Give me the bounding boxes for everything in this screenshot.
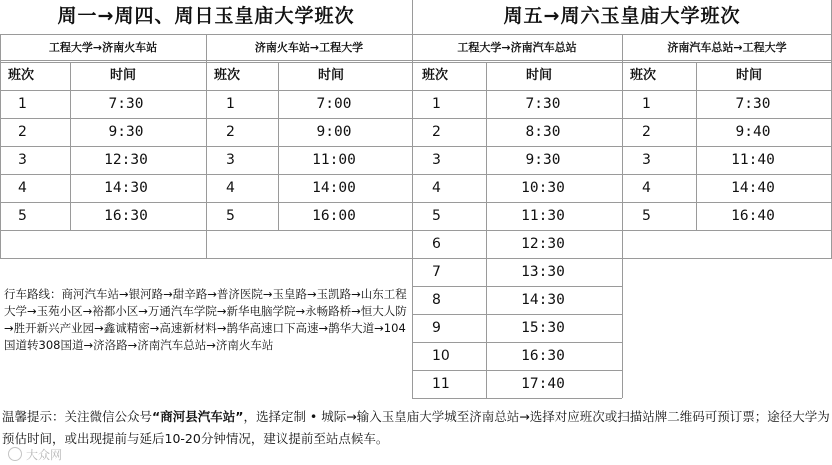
route-description xyxy=(4,286,408,354)
grid-line xyxy=(0,202,832,203)
route-label: 行车路线： xyxy=(4,287,62,301)
t4-header-trip: 班次 xyxy=(630,68,657,83)
t1-header-time: 时间 xyxy=(110,68,137,83)
t3-departure-time: 10:30 xyxy=(521,180,565,196)
grid-line xyxy=(412,258,622,259)
t3-departure-time: 7:30 xyxy=(525,96,561,112)
t2-trip-number: 2 xyxy=(226,124,235,140)
t2-departure-time: 14:00 xyxy=(312,180,356,196)
t2-trip-number: 5 xyxy=(226,208,235,224)
grid-line xyxy=(0,62,832,63)
t3-trip-number: 6 xyxy=(432,236,441,252)
t3-trip-number: 3 xyxy=(432,152,441,168)
t1-trip-number: 3 xyxy=(18,152,27,168)
t4-departure-time: 9:40 xyxy=(735,124,771,140)
notice-prefix: 温馨提示：关注微信公众号 xyxy=(2,409,153,424)
route-header-3: 工程大学→济南汽车总站 xyxy=(457,41,577,54)
grid-line xyxy=(0,118,832,119)
t3-departure-time: 11:30 xyxy=(521,208,565,224)
t4-trip-number: 2 xyxy=(642,124,651,140)
grid-line xyxy=(0,34,832,35)
t3-trip-number: 1 xyxy=(432,96,441,112)
t4-departure-time: 11:40 xyxy=(731,152,775,168)
t4-trip-number: 5 xyxy=(642,208,651,224)
grid-line xyxy=(0,60,832,61)
grid-line xyxy=(0,146,832,147)
grid-line xyxy=(278,62,279,230)
t3-trip-number: 11 xyxy=(432,376,450,392)
t3-departure-time: 17:40 xyxy=(521,376,565,392)
grid-line xyxy=(622,34,623,398)
t1-header-trip: 班次 xyxy=(8,68,35,83)
t1-departure-time: 12:30 xyxy=(104,152,148,168)
grid-line xyxy=(412,286,622,287)
t4-departure-time: 14:40 xyxy=(731,180,775,196)
grid-line xyxy=(206,34,207,258)
grid-line xyxy=(0,174,832,175)
t3-departure-time: 16:30 xyxy=(521,348,565,364)
t3-trip-number: 2 xyxy=(432,124,441,140)
route-stops: 商河汽车站→银河路→甜辛路→普济医院→玉皇路→玉凯路→山东工程大学→玉苑小区→裕都小区→万通汽车学院→新华电脑学院→永畅路桥→恒大人防→胜开新兴产业园→鑫诚精密→高速新材料→鹊华高速口下高速→鹊华大道→104国道转308国道→济洛路→济南汽车总站→济南火车站 xyxy=(4,287,407,352)
t4-trip-number: 4 xyxy=(642,180,651,196)
t2-header-trip: 班次 xyxy=(214,68,241,83)
t4-departure-time: 7:30 xyxy=(735,96,771,112)
grid-line xyxy=(412,370,622,371)
route-header-1: 工程大学→济南火车站 xyxy=(48,41,158,54)
t1-trip-number: 1 xyxy=(18,96,27,112)
t1-departure-time: 9:30 xyxy=(108,124,144,140)
t3-departure-time: 15:30 xyxy=(521,320,565,336)
t3-header-trip: 班次 xyxy=(422,68,449,83)
t3-trip-number: 8 xyxy=(432,292,441,308)
watermark xyxy=(8,446,62,463)
t1-trip-number: 2 xyxy=(18,124,27,140)
grid-line xyxy=(70,62,71,230)
t4-departure-time: 16:40 xyxy=(731,208,775,224)
t4-trip-number: 3 xyxy=(642,152,651,168)
t4-header-time: 时间 xyxy=(736,68,763,83)
t3-departure-time: 8:30 xyxy=(525,124,561,140)
grid-line xyxy=(412,398,622,399)
t1-departure-time: 16:30 xyxy=(104,208,148,224)
t3-trip-number: 4 xyxy=(432,180,441,196)
t3-trip-number: 7 xyxy=(432,264,441,280)
grid-line xyxy=(0,230,832,231)
t4-trip-number: 1 xyxy=(642,96,651,112)
watermark-logo-icon xyxy=(8,447,22,461)
notice-account: “商河县汽车站” xyxy=(152,409,244,424)
t2-trip-number: 3 xyxy=(226,152,235,168)
t2-trip-number: 1 xyxy=(226,96,235,112)
t2-departure-time: 9:00 xyxy=(316,124,352,140)
t1-departure-time: 14:30 xyxy=(104,180,148,196)
t2-departure-time: 11:00 xyxy=(312,152,356,168)
grid-line xyxy=(696,62,697,230)
t2-header-time: 时间 xyxy=(318,68,345,83)
notice-text xyxy=(2,406,830,450)
t3-departure-time: 13:30 xyxy=(521,264,565,280)
t1-trip-number: 5 xyxy=(18,208,27,224)
t3-header-time: 时间 xyxy=(526,68,553,83)
t2-departure-time: 7:00 xyxy=(316,96,352,112)
t3-trip-number: 5 xyxy=(432,208,441,224)
t3-trip-number: 10 xyxy=(432,348,450,364)
title-weekend: 周五→周六玉皇庙大学班次 xyxy=(503,5,741,27)
grid-line xyxy=(486,62,487,398)
t1-departure-time: 7:30 xyxy=(108,96,144,112)
t3-departure-time: 12:30 xyxy=(521,236,565,252)
t3-departure-time: 9:30 xyxy=(525,152,561,168)
t2-trip-number: 4 xyxy=(226,180,235,196)
grid-line xyxy=(412,314,622,315)
grid-line xyxy=(412,0,413,398)
grid-line xyxy=(0,34,1,258)
grid-line xyxy=(412,342,622,343)
grid-line xyxy=(0,90,832,91)
watermark-text: 大众网 xyxy=(26,448,63,462)
t1-trip-number: 4 xyxy=(18,180,27,196)
route-header-4: 济南汽车总站→工程大学 xyxy=(667,41,787,54)
grid-line xyxy=(622,258,832,259)
t2-departure-time: 16:00 xyxy=(312,208,356,224)
title-weekday: 周一→周四、周日玉皇庙大学班次 xyxy=(57,5,355,27)
route-header-2: 济南火车站→工程大学 xyxy=(254,41,364,54)
grid-line xyxy=(0,258,412,259)
notice-suffix: ，选择定制 • 城际→输入玉皇庙大学城至济南总站→选择对应班次或扫描站牌二维码可预订票；途径大学为预估时间，或出现提前与延后10-20分钟情况，建议提前至站点候车。 xyxy=(2,409,830,446)
t3-trip-number: 9 xyxy=(432,320,441,336)
t3-departure-time: 14:30 xyxy=(521,292,565,308)
